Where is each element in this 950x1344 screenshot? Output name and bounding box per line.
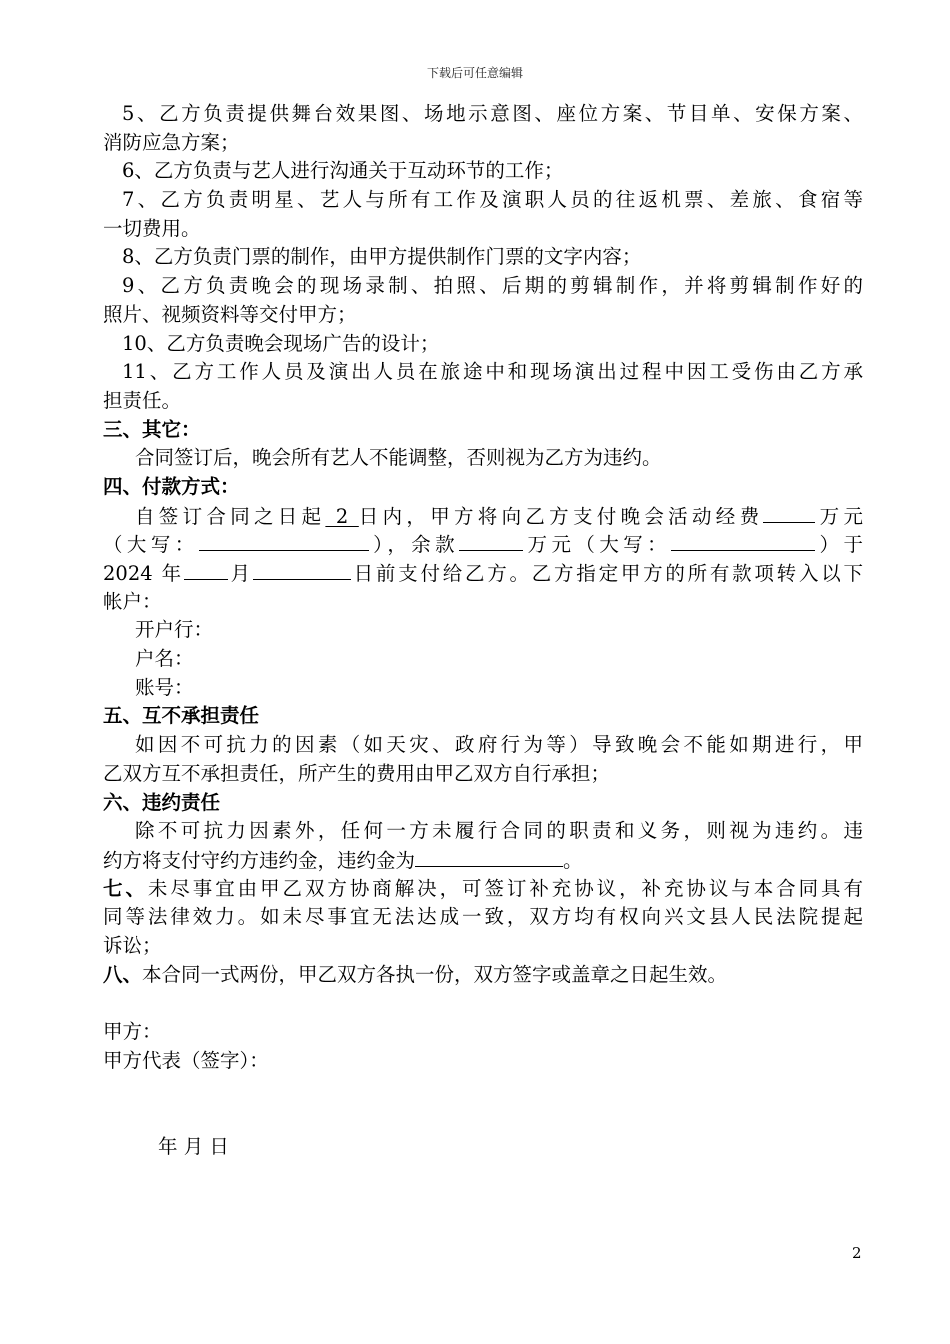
payment-line-2 [103, 530, 863, 559]
payment-mid-text: 日内，甲方将向乙方支付晚会活动经费 [358, 504, 764, 528]
clause-8: 8、乙方负责门票的制作，由甲方提供制作门票的文字内容； [122, 245, 642, 269]
section-5-line-1: 如因不可抗力的因素（如天灾、政府行为等）导致晚会不能如期进行，甲 [135, 733, 863, 757]
section-5-line-2: 乙双方互不承担责任，所产生的费用由甲乙双方自行承担； [103, 761, 611, 785]
section-6-line-2 [103, 846, 863, 875]
section-7-number: 七、 [103, 876, 148, 900]
payment-rest-text: 日前支付给乙方。乙方指定甲方的所有款项转入以下 [350, 562, 863, 585]
account-name-field: 户名： [135, 647, 194, 671]
payment-month-label: 月 [227, 562, 253, 585]
penalty-end: 。 [563, 848, 583, 872]
payment-line-1 [103, 502, 863, 531]
payment-month-blank [184, 559, 228, 580]
party-a-representative-label: 甲方代表（签字）： [103, 1048, 269, 1072]
section-8 [103, 961, 863, 990]
page-header-note: 下载后可任意编辑 [426, 66, 523, 80]
clause-7-line-2: 一切费用。 [103, 216, 201, 240]
page-number: 2 [852, 1244, 862, 1262]
section-8-number: 八、 [103, 962, 143, 986]
spacer [103, 1104, 863, 1133]
spacer [103, 989, 863, 1018]
account-number-field: 账号： [135, 675, 194, 699]
penalty-text: 约方将支付守约方违约金，违约金为 [103, 848, 416, 872]
balance-uppercase-label: 万元（大写： [523, 533, 672, 557]
spacer [103, 1075, 863, 1104]
payment-line-4: 帐户： [103, 589, 162, 613]
clause-6: 6、乙方负责与艺人进行沟通关于互动环节的工作； [122, 159, 564, 183]
payment-start-text: 自签订合同之日起 [135, 504, 326, 528]
section-3-text: 合同签订后，晚会所有艺人不能调整，否则视为乙方为违约。 [135, 446, 662, 470]
due-label: ）于 [815, 533, 863, 557]
fee-amount-blank [763, 502, 815, 523]
payment-line-3 [103, 559, 863, 588]
section-3-title: 三、其它： [103, 417, 201, 441]
clause-9-line-1: 9、乙方负责晚会的现场录制、拍照、后期的剪辑制作，并将剪辑制作好的 [122, 274, 863, 298]
clause-9-line-2: 照片、视频资料等交付甲方； [103, 302, 357, 326]
section-7-line-2: 同等法律效力。如未尽事宜无法达成一致，双方均有权向兴文县人民法院提起 [103, 905, 863, 929]
date-line: 年 月 日 [158, 1134, 229, 1158]
section-7-line-3: 诉讼； [103, 933, 162, 957]
section-8-text: 本合同一式两份，甲乙双方各执一份，双方签字或盖章之日起生效。 [142, 962, 728, 986]
penalty-amount-blank [415, 846, 563, 867]
section-7-line-1 [103, 875, 863, 904]
payment-day-blank [253, 559, 351, 580]
section-6-line-1: 除不可抗力因素外，任何一方未履行合同的职责和义务，则视为违约。违 [135, 819, 863, 843]
fee-unit-text: 万元 [815, 504, 863, 528]
uppercase-label-1: （大写： [103, 533, 199, 557]
bank-field: 开户行： [135, 618, 214, 642]
clause-5-line-2: 消防应急方案； [103, 130, 240, 154]
section-6-title: 六、违约责任 [103, 790, 221, 814]
section-7-text-1: 未尽事宜由甲乙双方协商解决，可签订补充协议，补充协议与本合同具有 [147, 876, 863, 900]
contract-body [103, 100, 863, 1161]
clause-11-line-1: 11、乙方工作人员及演出人员在旅途中和现场演出过程中因工受伤由乙方承 [122, 360, 863, 384]
fee-uppercase-blank [199, 530, 369, 551]
section-5-title: 五、互不承担责任 [103, 704, 260, 728]
balance-amount-blank [459, 530, 523, 551]
clause-7-line-1: 7、乙方负责明星、艺人与所有工作及演职人员的往返机票、差旅、食宿等 [122, 188, 863, 212]
clause-11-line-2: 担责任。 [103, 388, 182, 412]
clause-5-line-1: 5、乙方负责提供舞台效果图、场地示意图、座位方案、节目单、安保方案、 [122, 102, 863, 125]
balance-label: ），余款 [368, 533, 460, 557]
section-4-title: 四、付款方式： [103, 474, 240, 498]
payment-year: 2024 年 [103, 562, 184, 585]
party-a-label: 甲方： [103, 1020, 162, 1043]
payment-days-value: 2 [325, 504, 359, 528]
balance-uppercase-blank [671, 530, 815, 551]
clause-10: 10、乙方负责晚会现场广告的设计； [122, 331, 440, 355]
